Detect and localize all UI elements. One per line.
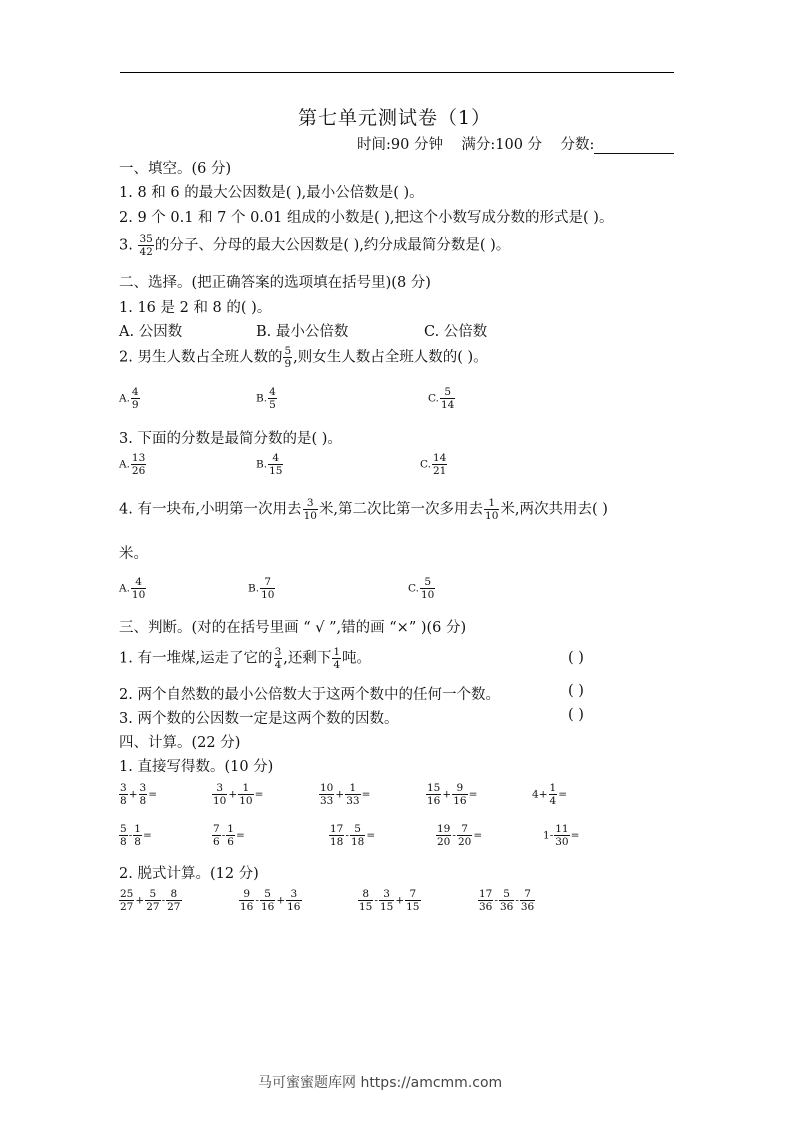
fraction: $\frac{1}{4}$ (333, 646, 341, 671)
s3-q3-answer-paren[interactable]: ( ) (568, 707, 584, 723)
s3-question-1: 1. 有一堆煤,运走了它的 $\frac{3}{4}$ ,还剩下 $\frac{1}{4}$ 吨。 (119, 646, 372, 671)
page-title: 第七单元测试卷（1） (298, 107, 492, 129)
section-2-title: 二、选择。(把正确答案的选项填在括号里)(8 分) (119, 275, 431, 291)
calc-item: $\frac{25}{27}$ + $\frac{5}{27}$ - $\frac{8}{27}$ (120, 888, 181, 913)
s1-question-1: 1. 8 和 6 的最大公因数是( ),最小公倍数是( )。 (119, 185, 424, 201)
s2-q4-option-c: C. $\frac{5}{10}$ (408, 576, 435, 601)
calc-item: $\frac{7}{6}$ - $\frac{1}{6}$ = (213, 823, 245, 848)
s4-subtitle-1: 1. 直接写得数。(10 分) (119, 759, 274, 775)
section-3-title: 三、判断。(对的在括号里画 “ √ ”,错的画 “×” )(6 分) (119, 620, 467, 636)
section-4-title: 四、计算。(22 分) (119, 735, 241, 751)
calc-item: $\frac{10}{33}$ + $\frac{1}{33}$ = (320, 782, 371, 807)
s4-subtitle-2: 2. 脱式计算。(12 分) (119, 866, 259, 882)
header-rule (120, 72, 674, 73)
score-label: 分数: (560, 137, 595, 153)
exam-meta (357, 133, 674, 154)
calc-item: $\frac{17}{18}$ - $\frac{5}{18}$ = (330, 823, 376, 848)
s2-q2-option-b: B. $\frac{4}{5}$ (256, 386, 276, 411)
calc-item: 4+ $\frac{1}{4}$ = (532, 782, 567, 807)
s2-question-4: 4. 有一块布,小明第一次用去 $\frac{3}{10}$ 米,第二次比第一次多用去 $\frac{1}{10}$ 米,两次共用去( ) (119, 497, 608, 522)
s2-q2-option-c: C. $\frac{5}{14}$ (428, 386, 455, 411)
s3-question-2: 2. 两个自然数的最小公倍数大于这两个数中的任何一个数。 (119, 687, 500, 703)
calc-item: $\frac{3}{10}$ + $\frac{1}{10}$ = (213, 782, 264, 807)
s2-question-3: 3. 下面的分数是最简分数的是( )。 (119, 431, 342, 447)
s2-q4-option-b: B. $\frac{7}{10}$ (248, 576, 275, 601)
s1-question-3 (119, 233, 510, 258)
fraction: $\frac{5}{9}$ (284, 345, 292, 370)
calc-item: $\frac{19}{20}$ - $\frac{7}{20}$ = (437, 823, 483, 848)
section-1-title: 一、填空。(6 分) (119, 161, 232, 177)
calc-item: $\frac{15}{16}$ + $\frac{9}{16}$ = (427, 782, 478, 807)
s2-q1-option-c: C. 公倍数 (424, 324, 488, 340)
q-text: 的分子、分母的最大公因数是( ),约分成最简分数是( )。 (154, 237, 511, 254)
s2-q2-option-a: A. $\frac{4}{9}$ (119, 386, 139, 411)
s2-q4-option-a: A. $\frac{4}{10}$ (119, 576, 146, 601)
s2-q3-option-b: B. $\frac{4}{15}$ (256, 452, 283, 477)
calc-item: $\frac{9}{16}$ - $\frac{5}{16}$ + $\frac{3}{16}$ (240, 888, 301, 913)
score-blank[interactable] (594, 139, 674, 154)
s2-question-2: 2. 男生人数占全班人数的 $\frac{5}{9}$ ,则女生人数占全班人数的( )。 (119, 345, 488, 370)
s3-question-3: 3. 两个数的公因数一定是这两个数的因数。 (119, 711, 399, 727)
s3-q1-answer-paren[interactable]: ( ) (568, 650, 584, 666)
fraction: $\frac{3}{10}$ (303, 497, 317, 522)
s3-q2-answer-paren[interactable]: ( ) (568, 683, 584, 699)
fraction: $\frac{3}{4}$ (274, 646, 282, 671)
calc-item: $\frac{3}{8}$ + $\frac{3}{8}$ = (120, 782, 157, 807)
s2-question-1: 1. 16 是 2 和 8 的( )。 (119, 300, 272, 316)
calc-item: $\frac{5}{8}$ - $\frac{1}{8}$ = (120, 823, 152, 848)
fraction: $\frac{1}{10}$ (485, 497, 499, 522)
s2-q3-option-a: A. $\frac{13}{26}$ (119, 452, 146, 477)
full-score-label: 满分:100 分 (461, 137, 543, 153)
calc-item: $\frac{17}{36}$ - $\frac{5}{36}$ - $\frac{7}{36}$ (479, 888, 535, 913)
q-number: 3. (119, 237, 133, 254)
s2-q1-option-b: B. 最小公倍数 (256, 324, 349, 340)
s2-question-4-cont: 米。 (119, 546, 148, 562)
s2-q3-option-c: C. $\frac{14}{21}$ (420, 452, 447, 477)
s1-question-2: 2. 9 个 0.1 和 7 个 0.01 组成的小数是( ),把这个小数写成分数的形式是( )。 (119, 210, 614, 226)
fraction: $\frac{35}{42}$ (139, 233, 153, 258)
calc-item: 1- $\frac{11}{30}$ = (543, 823, 580, 848)
footer-watermark: 马可蜜蜜题库网 https://amcmm.com (258, 1075, 503, 1091)
time-label: 时间:90 分钟 (357, 137, 443, 153)
calc-item: $\frac{8}{15}$ - $\frac{3}{15}$ + $\frac{7}{15}$ (359, 888, 420, 913)
s2-q1-option-a: A. 公因数 (119, 324, 183, 340)
